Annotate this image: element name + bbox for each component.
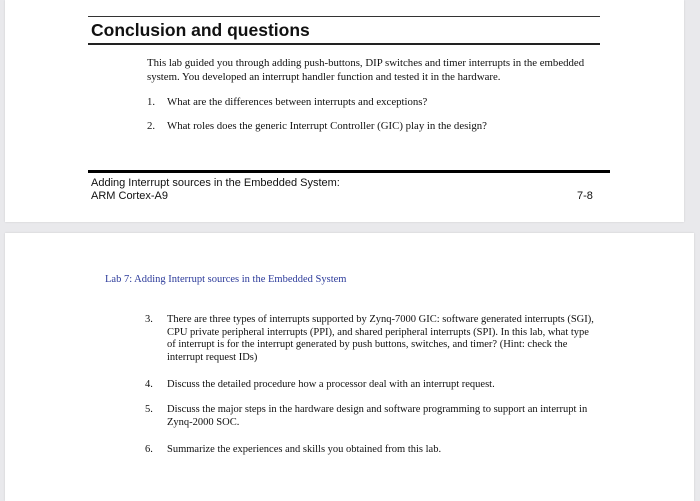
question-item bbox=[145, 379, 597, 392]
footer-title: Adding Interrupt sources in the Embedded System: bbox=[91, 177, 340, 189]
top-rule bbox=[88, 16, 600, 17]
question-text: There are three types of interrupts supported by Zynq-7000 GIC: software generated interrupts (SGI), CPU private peripheral interrupts (PPI), and shared peripheral interrupts (SPI). In this lab, what type of interrupt is for the interrupt generated by push buttons, switches, and timer? (Hint: check the interrupt request IDs) bbox=[167, 314, 594, 363]
document-page-1 bbox=[5, 0, 684, 222]
question-number: 6. bbox=[145, 444, 153, 455]
page-number: 7-8 bbox=[577, 190, 593, 202]
question-text: What roles does the generic Interrupt Controller (GIC) play in the design? bbox=[167, 120, 487, 132]
footer-rule bbox=[88, 170, 610, 173]
intro-paragraph: This lab guided you through adding push-buttons, DIP switches and timer interrupts in the embedded system. You developed an interrupt handler function and tested it in the hardware. bbox=[147, 57, 585, 83]
question-text: What are the differences between interrupts and exceptions? bbox=[167, 96, 428, 108]
section-heading: Conclusion and questions bbox=[91, 20, 310, 40]
question-text: Summarize the experiences and skills you obtained from this lab. bbox=[167, 444, 442, 455]
question-item bbox=[145, 314, 597, 364]
question-text: Discuss the major steps in the hardware design and software programming to support an interrupt in Zynq-2000 SOC. bbox=[167, 404, 588, 428]
footer-subtitle: ARM Cortex-A9 bbox=[91, 190, 169, 202]
page-footer bbox=[91, 177, 340, 203]
question-item bbox=[145, 444, 597, 457]
question-number: 1. bbox=[147, 96, 156, 108]
question-item bbox=[145, 404, 597, 429]
question-number: 5. bbox=[145, 404, 153, 415]
lab-title: Lab 7: Adding Interrupt sources in the Embedded System bbox=[105, 274, 347, 285]
question-number: 4. bbox=[145, 379, 153, 390]
question-text: Discuss the detailed procedure how a processor deal with an interrupt request. bbox=[167, 379, 495, 390]
document-page-2 bbox=[5, 233, 694, 501]
question-number: 2. bbox=[147, 120, 156, 132]
heading-rule bbox=[88, 43, 600, 45]
question-number: 3. bbox=[145, 314, 153, 325]
